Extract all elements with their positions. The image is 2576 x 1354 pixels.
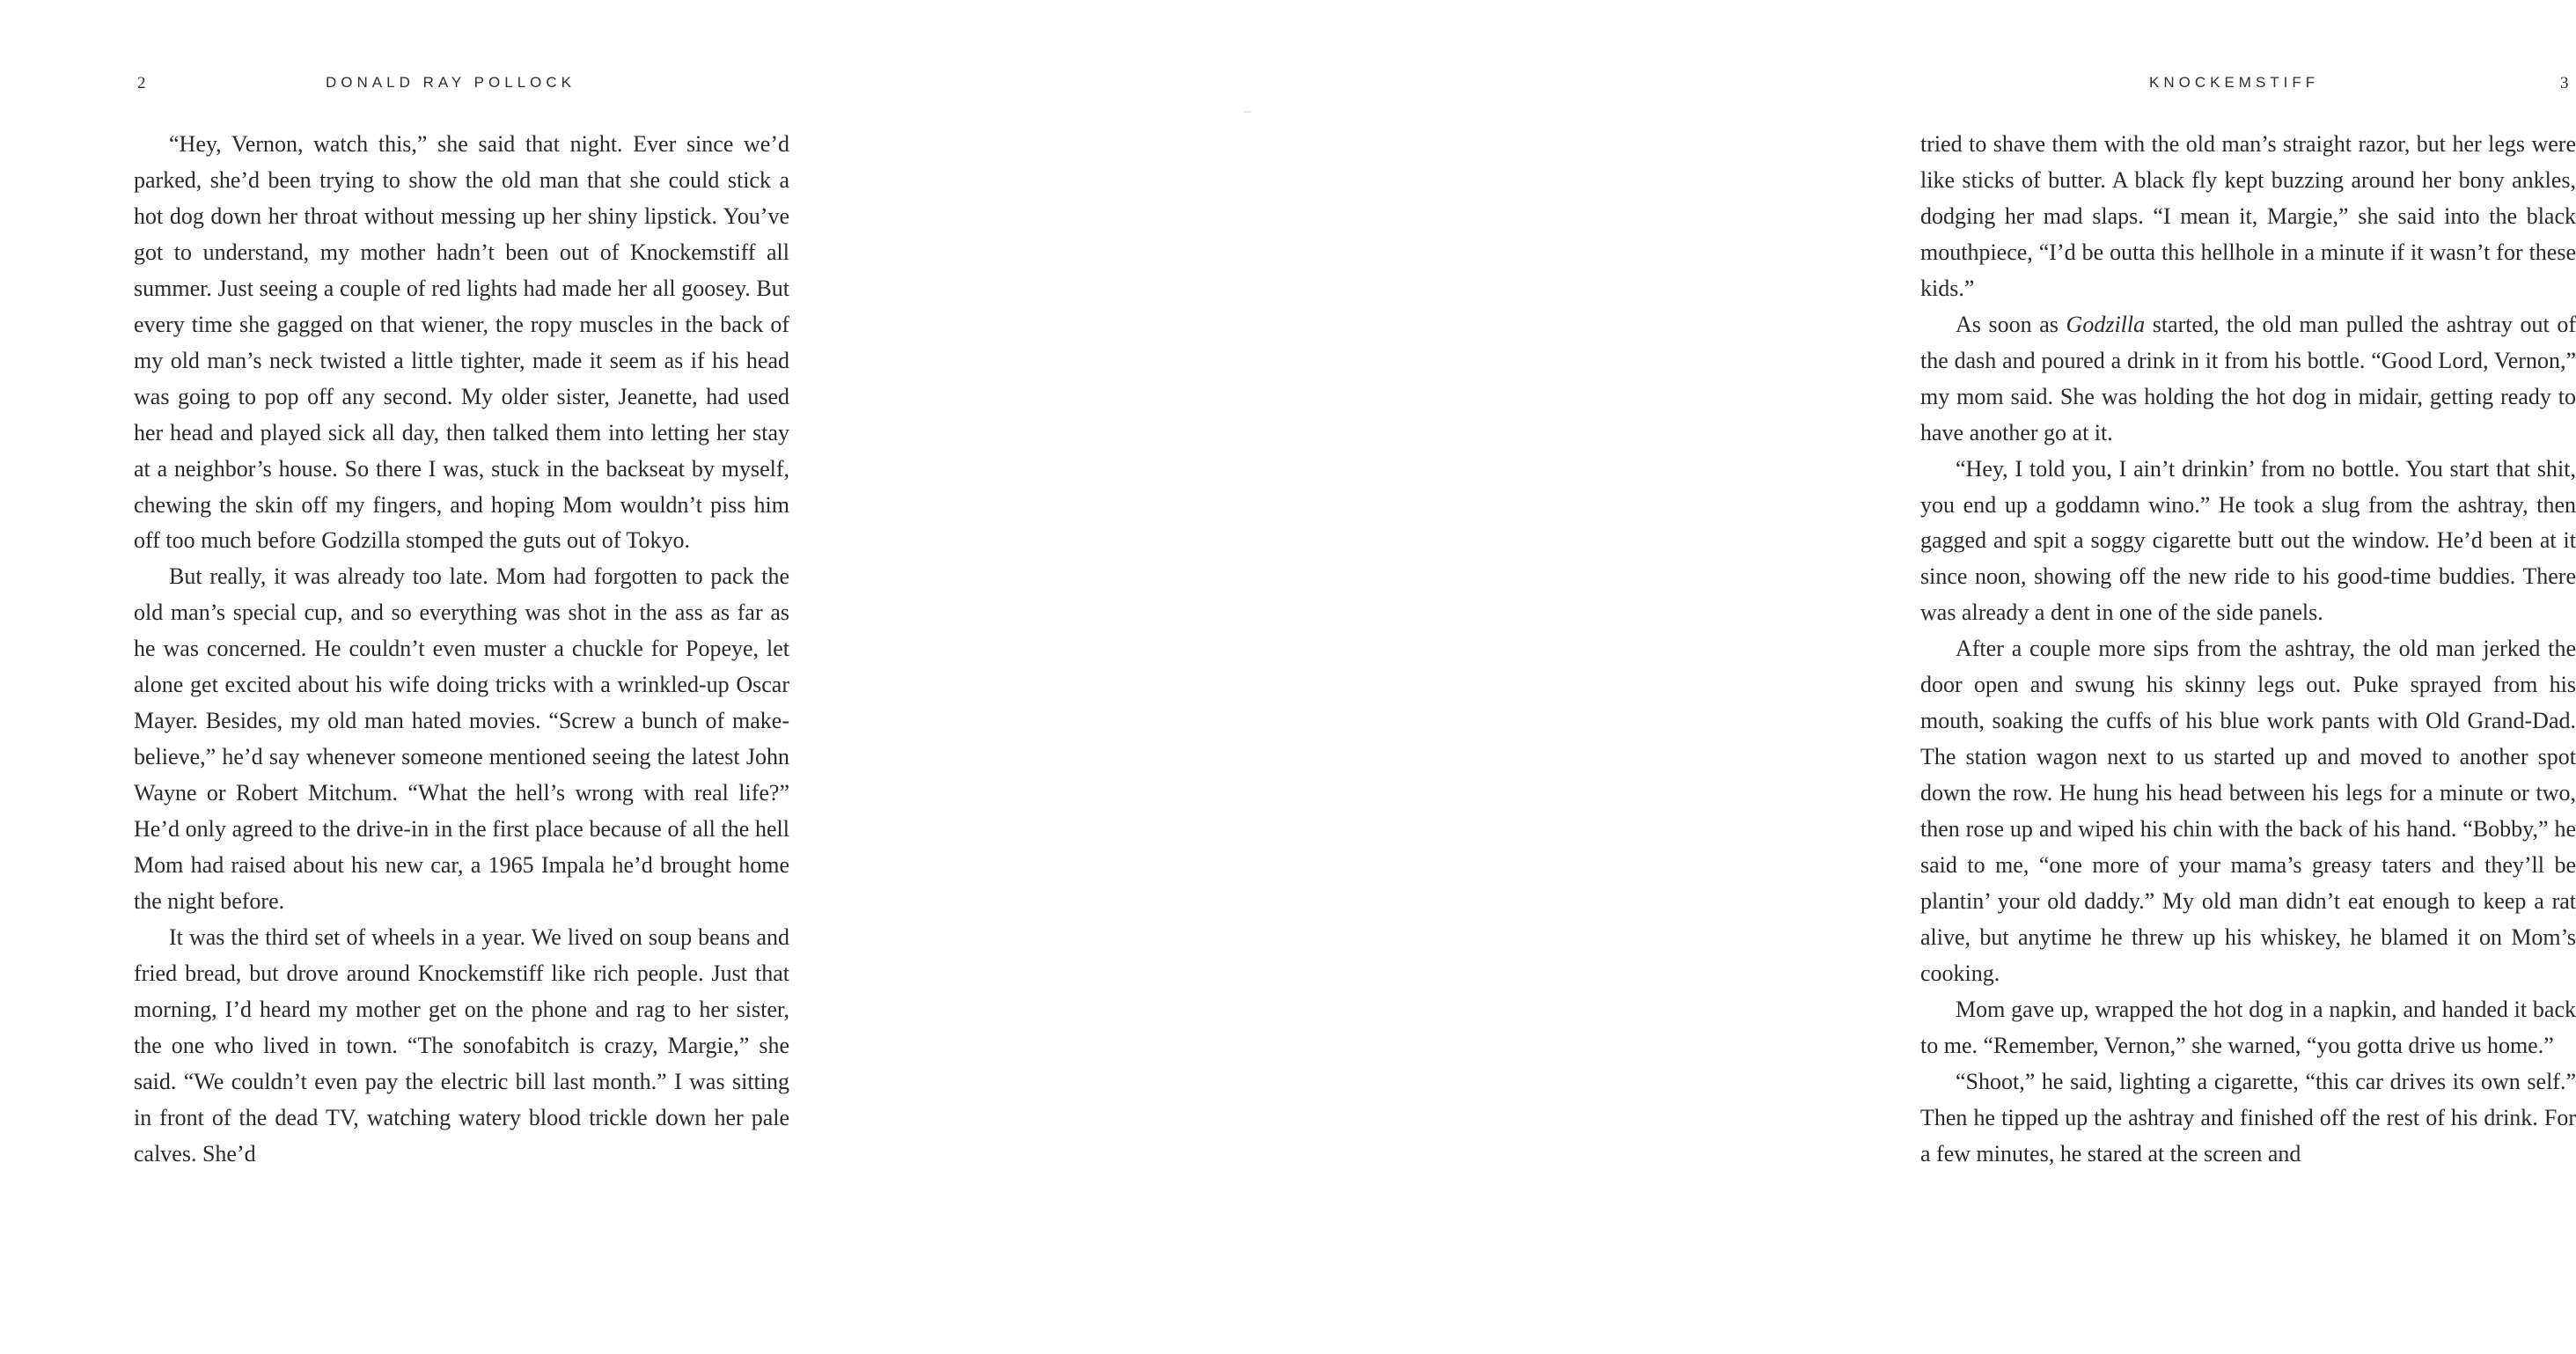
paragraph: Mom gave up, wrapped the hot dog in a napkin, and handed it back to me. “Remember, Vernon,” she warned, “you gotta drive us home.”	[1920, 996, 2576, 1058]
film-title-italic: Godzilla	[2066, 311, 2146, 337]
running-head-title: KNOCKEMSTIFF	[2149, 74, 2320, 91]
paragraph: “Hey, I told you, I ain’t drinkin’ from no bottle. You start that shit, you end up a goddamn wino.” He took a slug from the ashtray, then gagged and spit a soggy cigarette butt out the window. He’d been at it since noon, showing off the new ride to his good-time buddies. There was already a dent in one of the side panels.	[1920, 455, 2576, 626]
right-page-body	[1920, 127, 2576, 1173]
left-page	[0, 0, 890, 1354]
paragraph: “Hey, Vernon, watch this,” she said that night. Ever since we’d parked, she’d been trying to show the old man that she could stick a hot dog down her throat without messing up her shiny lipstick. You’ve got to understand, my mother hadn’t been out of Knockemstiff all summer. Just seeing a couple of red lights had made her all goosey. But every time she gagged on that wiener, the ropy muscles in the back of my old man’s neck twisted a little tighter, made it seem as if his head was going to pop off any second. My older sister, Jeanette, had used her head and played sick all day, then talked them into letting her stay at a neighbor’s house. So there I was, stuck in the backseat by myself, chewing the skin off my fingers, and hoping Mom wouldn’t piss him off too much before Godzilla stomped the guts out of Tokyo.	[134, 131, 789, 554]
paragraph	[1920, 307, 2576, 452]
paragraph: But really, it was already too late. Mom had forgotten to pack the old man’s special cup, and so everything was shot in the ass as far as he was concerned. He couldn’t even muster a chuckle for Popeye, let alone get excited about his wife doing tricks with a wrinkled-up Oscar Mayer. Besides, my old man hated movies. “Screw a bunch of make-believe,” he’d say whenever someone mentioned seeing the latest John Wayne or Robert Mitchum. “What the hell’s wrong with real life?” He’d only agreed to the drive-in in the first place because of all the hell Mom had raised about his new car, a 1965 Impala he’d brought home the night before.	[134, 563, 789, 915]
paragraph-rest: started, the old man pulled the ashtray out of the dash and poured a drink in it from his bottle. “Good Lord, Vernon,” my mom said. She was holding the hot dog in midair, getting ready to have another go at it.	[1920, 311, 2576, 445]
right-page	[890, 0, 2576, 1354]
paragraph-lead: As soon as	[1956, 311, 2066, 337]
page-number-left: 2	[137, 74, 146, 92]
left-page-body	[134, 127, 789, 1173]
running-head-author: DONALD RAY POLLOCK	[326, 74, 576, 91]
paragraph: “Shoot,” he said, lighting a cigarette, “this car drives its own self.” Then he tipped up the ashtray and finished off the rest of his drink. For a few minutes, he stared at the screen and	[1920, 1068, 2576, 1166]
paragraph-continuation: tried to shave them with the old man’s straight razor, but her legs were like sticks of butter. A black fly kept buzzing around her bony ankles, dodging her mad slaps. “I mean it, Margie,” she said into the black mouthpiece, “I’d be outta this hellhole in a minute if it wasn’t for these kids.”	[1920, 131, 2576, 301]
paragraph: After a couple more sips from the ashtray, the old man jerked the door open and swung his skinny legs out. Puke sprayed from his mouth, soaking the cuffs of his blue work pants with Old Grand-Dad. The station wagon next to us started up and moved to another spot down the row. He hung his head between his legs for a minute or two, then rose up and wiped his chin with the back of his hand. “Bobby,” he said to me, “one more of your mama’s greasy taters and they’ll be plantin’ your old daddy.” My old man didn’t eat enough to keep a rat alive, but anytime he threw up his whiskey, he blamed it on Mom’s cooking.	[1920, 636, 2576, 986]
paragraph: It was the third set of wheels in a year. We lived on soup beans and fried bread, but drove around Knockemstiff like rich people. Just that morning, I’d heard my mother get on the phone and rag to her sister, the one who lived in town. “The sonofabitch is crazy, Margie,” she said. “We couldn’t even pay the electric bill last month.” I was sitting in front of the dead TV, watching watery blood trickle down her pale calves. She’d	[134, 924, 789, 1166]
page-number-right: 3	[2560, 74, 2569, 92]
